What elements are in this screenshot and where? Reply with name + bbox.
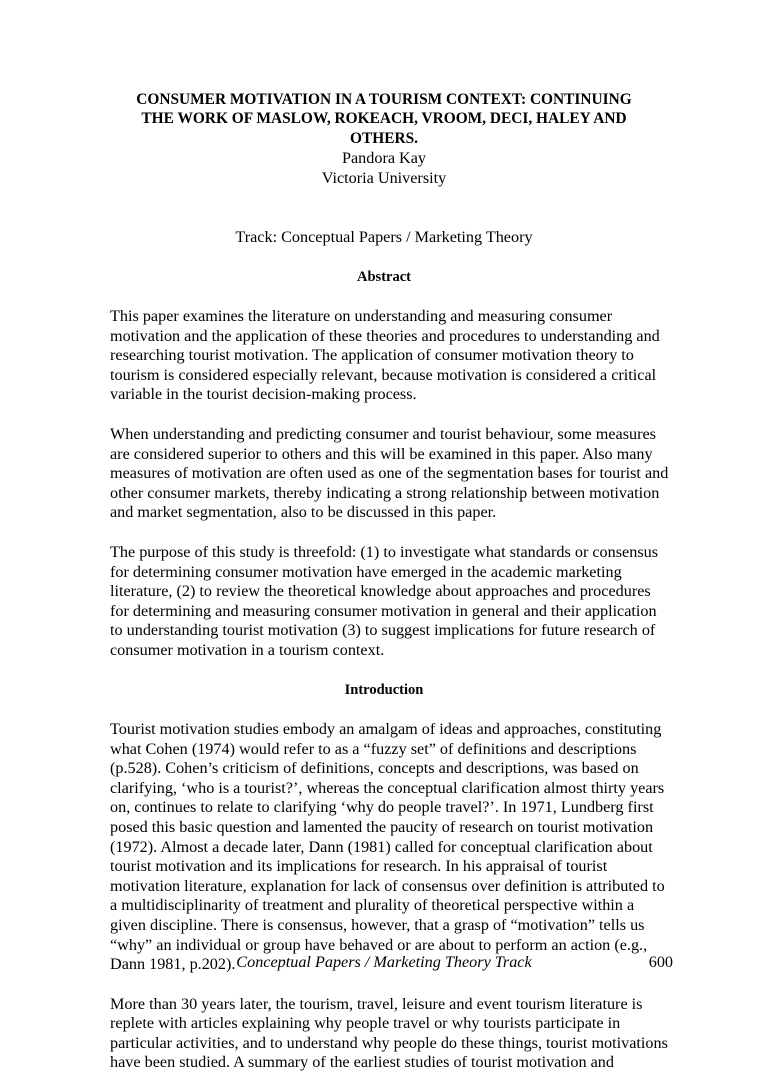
text-line: “why” an individual or group have behaved or are about to perform an action (e.g., xyxy=(110,935,648,954)
text-line: are considered superior to others and this will be examined in this paper. Also many xyxy=(110,444,653,463)
text-line: (p.528). Cohen’s criticism of definitions, concepts and descriptions, was based on xyxy=(110,759,639,778)
text-line: replete with articles explaining why people travel or why tourists participate in xyxy=(110,1014,621,1033)
text-line: literature, (2) to review the theoretical knowledge about approaches and procedures xyxy=(110,582,651,601)
text-line: When understanding and predicting consumer and tourist behaviour, some measures xyxy=(110,425,656,443)
abstract-heading: Abstract xyxy=(357,269,411,285)
text-line: have been studied. A summary of the earliest studies of tourist motivation and xyxy=(110,1053,614,1072)
title-line: CONSUMER MOTIVATION IN A TOURISM CONTEXT: CONTINUING xyxy=(136,91,632,108)
paper-title xyxy=(110,90,658,148)
text-line: variable in the tourist decision-making process. xyxy=(110,385,417,404)
text-line: given discipline. There is consensus, however, that a grasp of “motivation” tells us xyxy=(110,915,645,934)
text-line: on, continues to relate to clarifying ‘why do people travel?’. In 1971, Lundberg first xyxy=(110,798,654,817)
text-line: what Cohen (1974) would refer to as a “fuzzy set” of definitions and descriptions xyxy=(110,739,637,758)
text-line: (1972). Almost a decade later, Dann (1981) called for conceptual clarification about xyxy=(110,837,653,856)
text-line: particular activities, and to understand why people do these things, tourist motivations xyxy=(110,1033,668,1052)
footer-track: Conceptual Papers / Marketing Theory Track xyxy=(236,953,532,971)
text-line: for determining and measuring consumer motivation in general and their application xyxy=(110,601,657,620)
abstract-paragraph-1 xyxy=(110,307,662,405)
text-line: tourism is considered especially relevant, because motivation is considered a critical xyxy=(110,365,657,384)
text-line: a multidisciplinarity of treatment and plurality of theoretical perspective within a xyxy=(110,896,635,915)
introduction-heading: Introduction xyxy=(344,682,424,698)
abstract-paragraph-2 xyxy=(110,425,669,523)
text-line: other consumer markets, thereby indicating a strong relationship between motivation xyxy=(110,483,660,502)
text-line: Tourist motivation studies embody an amalgam of ideas and approaches, constituting xyxy=(110,720,662,738)
text-line: The purpose of this study is threefold: (1) to investigate what standards or consensus xyxy=(110,543,659,561)
text-line: and market segmentation, also to be discussed in this paper. xyxy=(110,503,497,522)
text-line: Dann 1981, p.202). xyxy=(110,955,236,974)
introduction-paragraph-1 xyxy=(110,720,665,975)
track-label: Track: Conceptual Papers / Marketing Theory xyxy=(235,228,533,246)
text-line: More than 30 years later, the tourism, travel, leisure and event tourism literature is xyxy=(110,994,643,1013)
text-line: to understanding tourist motivation (3) to suggest implications for future research of xyxy=(110,621,656,640)
text-line: researching tourist motivation. The application of consumer motivation theory to xyxy=(110,346,634,365)
text-line: motivation literature, explanation for lack of consensus over definition is attributed to xyxy=(110,876,665,895)
text-line: This paper examines the literature on understanding and measuring consumer xyxy=(110,307,613,325)
author-block xyxy=(0,149,768,188)
page-number: 600 xyxy=(648,953,673,971)
text-line: tourist motivation and its implications for research. In his appraisal of tourist xyxy=(110,857,608,876)
text-line: clarifying, ‘who is a tourist?’, whereas the conceptual clarification almost thirty years xyxy=(110,778,665,797)
author-name: Pandora Kay xyxy=(341,149,427,167)
text-line: for determining consumer motivation have emerged in the academic marketing xyxy=(110,562,622,581)
text-line: posed this basic question and lamented the paucity of research on tourist motivation xyxy=(110,817,654,836)
text-line: consumer motivation in a tourism context. xyxy=(110,640,385,659)
text-line: motivation and the application of these theories and procedures to understanding and xyxy=(110,326,660,345)
introduction-paragraph-2 xyxy=(110,994,668,1073)
title-line: OTHERS. xyxy=(350,129,418,147)
abstract-paragraph-3 xyxy=(110,543,662,661)
title-line: THE WORK OF MASLOW, ROKEACH, VROOM, DECI, HALEY AND xyxy=(141,110,627,128)
author-affiliation: Victoria University xyxy=(321,168,447,187)
text-line: measures of motivation are often used as one of the segmentation bases for tourist and xyxy=(110,464,669,483)
